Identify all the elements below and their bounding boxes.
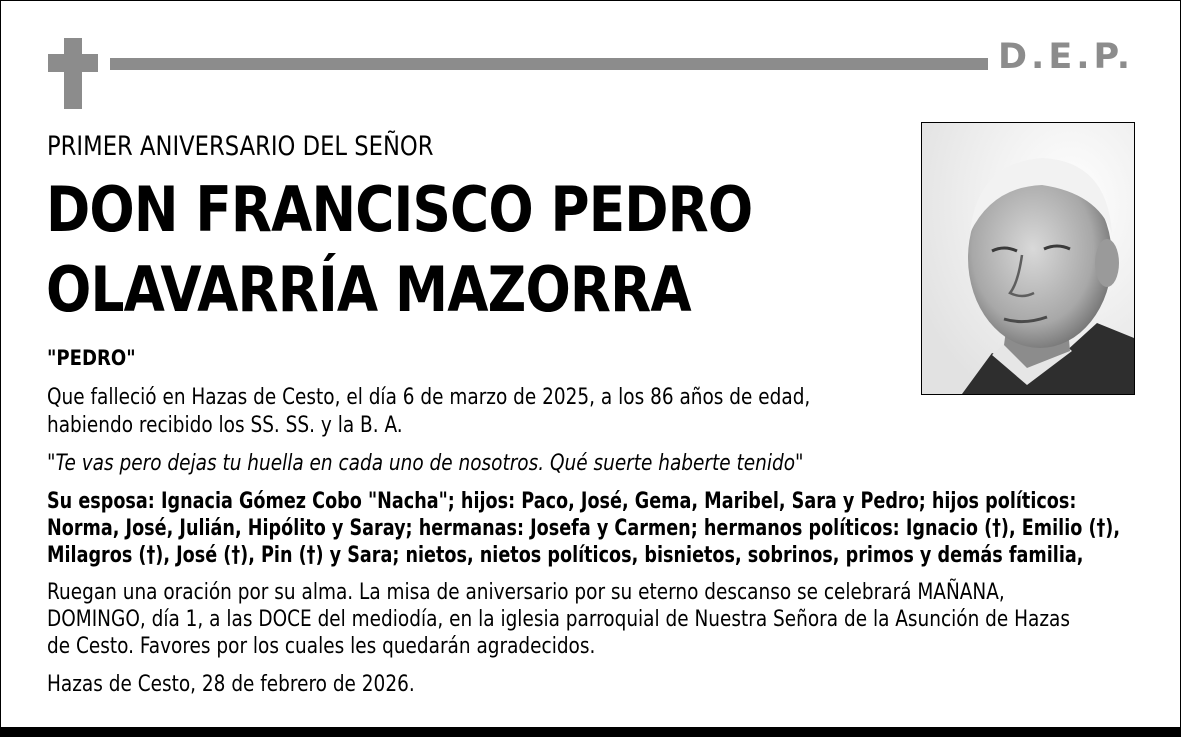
family-line1: Su esposa: Ignacia Gómez Cobo "Nacha"; hijos: Paco, José, Gema, Maribel, Sara y Pedro; hijos políticos: (47, 489, 1077, 514)
death-info-line1: Que falleció en Hazas de Cesto, el día 6 de marzo de 2025, a los 86 años de edad, (47, 385, 811, 410)
dep-label: D.E.P. (998, 37, 1135, 77)
request-line2: DOMINGO, día 1, a las DOCE del mediodía, en la iglesia parroquial de Nuestra Señora de la Asunción de Hazas (47, 607, 1071, 632)
deceased-alias: "PEDRO" (47, 346, 136, 370)
deceased-name-line2: OLAVARRÍA MAZORRA (46, 253, 691, 326)
deceased-name-line1: DON FRANCISCO PEDRO (46, 173, 753, 246)
request-line1: Ruegan una oración por su alma. La misa de aniversario por su eterno descanso se celebrará MAÑANA, (47, 580, 1005, 605)
bottom-rule (0, 727, 1181, 737)
request-line3: de Cesto. Favores por los cuales les quedarán agradecidos. (47, 634, 596, 659)
death-info-line2: habiendo recibido los SS. SS. y la B. A. (47, 413, 403, 438)
memorial-quote: "Te vas pero dejas tu huella en cada uno de nosotros. Qué suerte haberte tenido" (47, 451, 804, 476)
family-line3: Milagros (†), José (†), Pin (†) y Sara; nietos, nietos políticos, bisnietos, sobrinos, primos y demás familia, (47, 543, 1084, 568)
header-rule (110, 58, 988, 70)
portrait-photo (921, 122, 1135, 395)
family-line2: Norma, José, Julián, Hipólito y Saray; hermanas: Josefa y Carmen; hermanos políticos: Ignacio (†), Emilio (†), (47, 516, 1121, 541)
anniversary-heading: PRIMER ANIVERSARIO DEL SEÑOR (47, 131, 434, 162)
place-date: Hazas de Cesto, 28 de febrero de 2026. (47, 672, 415, 697)
